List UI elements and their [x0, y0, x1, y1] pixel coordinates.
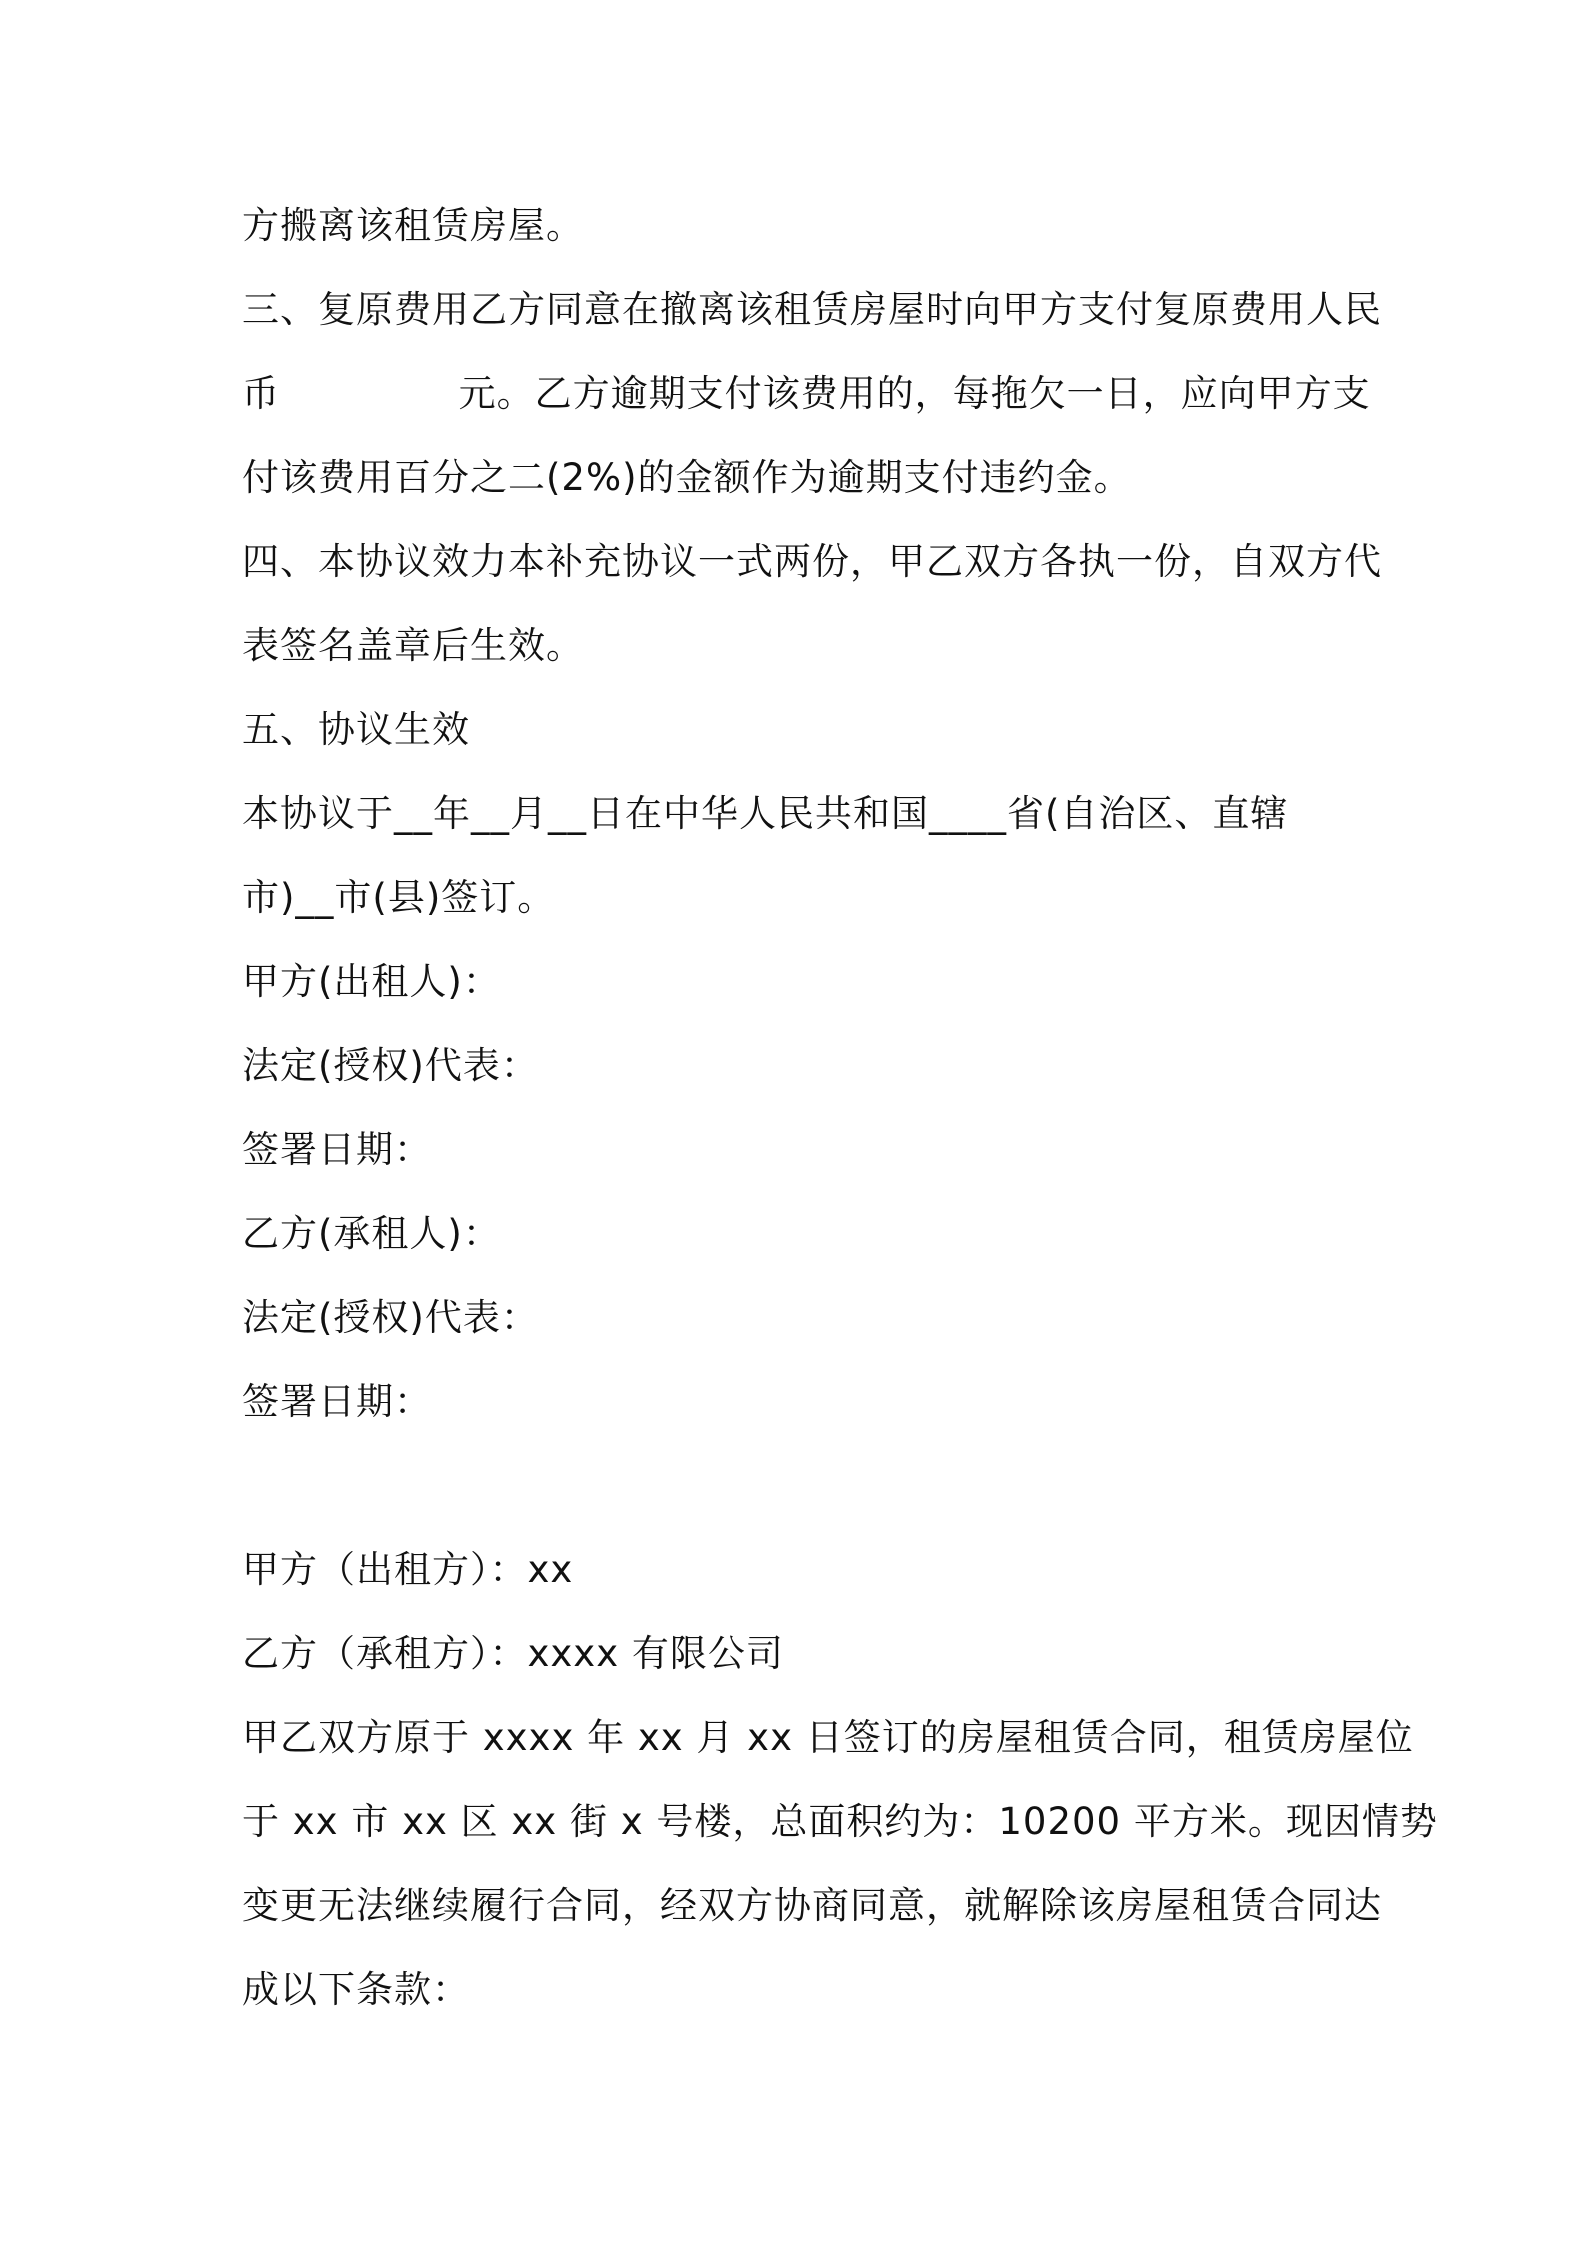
signature-field-lessee-representative: 法定(授权)代表： — [242, 1296, 539, 1339]
signature-field-lessor-date: 签署日期： — [242, 1128, 432, 1171]
party-a-line: 甲方（出租方）：xx — [242, 1548, 574, 1591]
text-line-20: 变更无法继续履行合同，经双方协商同意，就解除该房屋租赁合同达 — [242, 1884, 1382, 1927]
signature-field-lessor: 甲方(出租人)： — [242, 960, 501, 1003]
text-line-21: 成以下条款： — [242, 1968, 470, 2011]
text-line-9: 市)__市(县)签订。 — [242, 876, 556, 919]
signature-field-lessee: 乙方(承租人)： — [242, 1212, 501, 1255]
section-heading-5: 五、协议生效 — [242, 708, 470, 751]
signature-field-lessee-date: 签署日期： — [242, 1380, 432, 1423]
text-line-19: 于 xx 市 xx 区 xx 街 x 号楼，总面积约为：10200 平方米。现因情势 — [242, 1800, 1438, 1843]
text-line-3: 币 元。乙方逾期支付该费用的，每拖欠一日，应向甲方支 — [242, 372, 1371, 415]
text-line-4: 付该费用百分之二(2%)的金额作为逾期支付违约金。 — [242, 456, 1132, 499]
text-line-1: 方搬离该租赁房屋。 — [242, 204, 584, 247]
signature-field-lessor-representative: 法定(授权)代表： — [242, 1044, 539, 1087]
text-line-8: 本协议于__年__月__日在中华人民共和国____省(自治区、直辖 — [242, 792, 1289, 835]
text-line-5: 四、本协议效力本补充协议一式两份，甲乙双方各执一份，自双方代 — [242, 540, 1382, 583]
text-line-6: 表签名盖章后生效。 — [242, 624, 584, 667]
text-line-18: 甲乙双方原于 xxxx 年 xx 月 xx 日签订的房屋租赁合同，租赁房屋位 — [242, 1716, 1414, 1759]
text-line-2: 三、复原费用乙方同意在撤离该租赁房屋时向甲方支付复原费用人民 — [242, 288, 1382, 331]
party-b-line: 乙方（承租方）：xxxx 有限公司 — [242, 1632, 784, 1675]
